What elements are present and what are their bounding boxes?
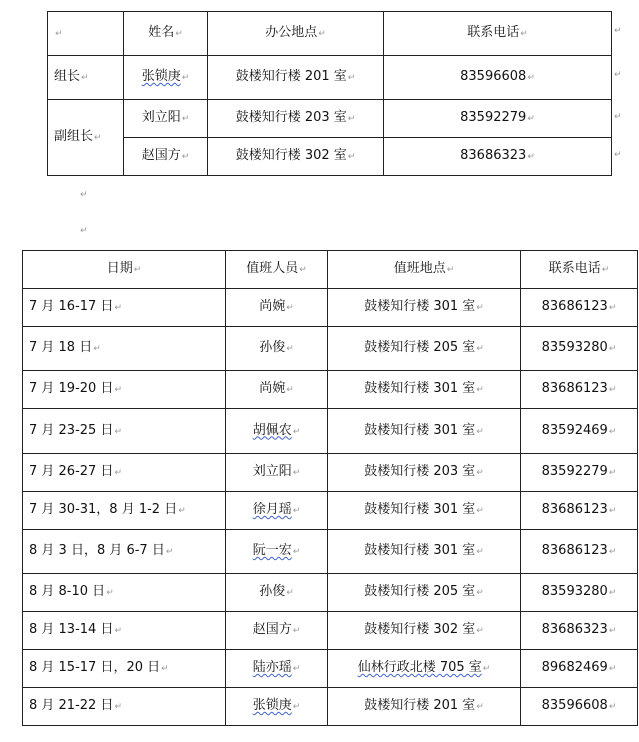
location-cell: 鼓楼知行楼 205 室↵ bbox=[328, 327, 521, 371]
person-cell: 胡佩农↵ bbox=[226, 409, 328, 454]
person-cell: 孙俊↵ bbox=[226, 574, 328, 612]
leaders-table bbox=[47, 11, 612, 176]
duty-header-person: 值班人员↵ bbox=[226, 251, 328, 289]
location-cell: 鼓楼知行楼 205 室↵ bbox=[328, 574, 521, 612]
person-cell: 尚婉↵ bbox=[226, 371, 328, 409]
leaders-header-row bbox=[48, 12, 612, 56]
phone-cell: 83686323↵ bbox=[384, 138, 612, 176]
phone-cell: 83592469↵ bbox=[521, 409, 638, 454]
person-cell: 尚婉↵ bbox=[226, 289, 328, 327]
duty-header-location: 值班地点↵ bbox=[328, 251, 521, 289]
phone-cell: 83686123↵ bbox=[521, 492, 638, 530]
name-cell: 刘立阳↵ bbox=[124, 100, 208, 138]
office-cell: 鼓楼知行楼 203 室↵ bbox=[208, 100, 384, 138]
paragraph-mark: ↵ bbox=[80, 226, 88, 236]
location-cell: 仙林行政北楼 705 室↵ bbox=[328, 650, 521, 688]
phone-cell: 83593280↵ bbox=[521, 327, 638, 371]
phone-cell: 83593280↵ bbox=[521, 574, 638, 612]
duty-row bbox=[23, 409, 638, 454]
phone-cell: 83592279↵ bbox=[384, 100, 612, 138]
role-cell: 副组长↵ bbox=[48, 100, 124, 176]
leaders-header-blank: ↵ bbox=[48, 12, 124, 56]
person-cell: 刘立阳↵ bbox=[226, 454, 328, 492]
duty-row bbox=[23, 492, 638, 530]
leaders-header-phone: 联系电话↵ bbox=[384, 12, 612, 56]
office-cell: 鼓楼知行楼 201 室↵ bbox=[208, 56, 384, 100]
person-cell: 陆亦瑶↵ bbox=[226, 650, 328, 688]
office-cell: 鼓楼知行楼 302 室↵ bbox=[208, 138, 384, 176]
date-cell: 8 月 15-17 日，20 日↵ bbox=[23, 650, 226, 688]
duty-header-row bbox=[23, 251, 638, 289]
leaders-header-name: 姓名↵ bbox=[124, 12, 208, 56]
phone-cell: 83686123↵ bbox=[521, 289, 638, 327]
location-cell: 鼓楼知行楼 301 室↵ bbox=[328, 371, 521, 409]
duty-row bbox=[23, 688, 638, 726]
location-cell: 鼓楼知行楼 201 室↵ bbox=[328, 688, 521, 726]
leaders-row bbox=[48, 100, 612, 138]
phone-cell: 83686123↵ bbox=[521, 530, 638, 574]
date-cell: 8 月 3 日，8 月 6-7 日↵ bbox=[23, 530, 226, 574]
name-cell: 张锁庚↵ bbox=[124, 56, 208, 100]
duty-row bbox=[23, 530, 638, 574]
phone-cell: 83592279↵ bbox=[521, 454, 638, 492]
date-cell: 7 月 19-20 日↵ bbox=[23, 371, 226, 409]
duty-header-phone: 联系电话↵ bbox=[521, 251, 638, 289]
duty-row bbox=[23, 612, 638, 650]
person-cell: 阮一宏↵ bbox=[226, 530, 328, 574]
location-cell: 鼓楼知行楼 203 室↵ bbox=[328, 454, 521, 492]
duty-row bbox=[23, 574, 638, 612]
location-cell: 鼓楼知行楼 301 室↵ bbox=[328, 530, 521, 574]
date-cell: 8 月 21-22 日↵ bbox=[23, 688, 226, 726]
row-end-mark: ↵ bbox=[614, 26, 622, 36]
phone-cell: 83686323↵ bbox=[521, 612, 638, 650]
person-cell: 徐月瑶↵ bbox=[226, 492, 328, 530]
row-end-mark: ↵ bbox=[614, 70, 622, 80]
phone-cell: 83596608↵ bbox=[384, 56, 612, 100]
location-cell: 鼓楼知行楼 301 室↵ bbox=[328, 409, 521, 454]
duty-row bbox=[23, 327, 638, 371]
location-cell: 鼓楼知行楼 301 室↵ bbox=[328, 289, 521, 327]
row-end-mark: ↵ bbox=[614, 112, 622, 122]
person-cell: 孙俊↵ bbox=[226, 327, 328, 371]
person-cell: 张锁庚↵ bbox=[226, 688, 328, 726]
row-end-mark: ↵ bbox=[614, 150, 622, 160]
date-cell: 8 月 13-14 日↵ bbox=[23, 612, 226, 650]
duty-row bbox=[23, 371, 638, 409]
duty-schedule-table bbox=[22, 250, 638, 726]
date-cell: 7 月 18 日↵ bbox=[23, 327, 226, 371]
date-cell: 7 月 30-31，8 月 1-2 日↵ bbox=[23, 492, 226, 530]
phone-cell: 83686123↵ bbox=[521, 371, 638, 409]
person-cell: 赵国方↵ bbox=[226, 612, 328, 650]
location-cell: 鼓楼知行楼 302 室↵ bbox=[328, 612, 521, 650]
paragraph-mark: ↵ bbox=[80, 190, 88, 200]
leaders-row bbox=[48, 56, 612, 100]
date-cell: 8 月 8-10 日↵ bbox=[23, 574, 226, 612]
phone-cell: 89682469↵ bbox=[521, 650, 638, 688]
name-cell: 赵国方↵ bbox=[124, 138, 208, 176]
date-cell: 7 月 26-27 日↵ bbox=[23, 454, 226, 492]
location-cell: 鼓楼知行楼 301 室↵ bbox=[328, 492, 521, 530]
date-cell: 7 月 16-17 日↵ bbox=[23, 289, 226, 327]
role-cell: 组长↵ bbox=[48, 56, 124, 100]
duty-row bbox=[23, 454, 638, 492]
duty-row bbox=[23, 289, 638, 327]
duty-header-date: 日期↵ bbox=[23, 251, 226, 289]
phone-cell: 83596608↵ bbox=[521, 688, 638, 726]
leaders-row bbox=[48, 138, 612, 176]
duty-row bbox=[23, 650, 638, 688]
date-cell: 7 月 23-25 日↵ bbox=[23, 409, 226, 454]
leaders-header-office: 办公地点↵ bbox=[208, 12, 384, 56]
